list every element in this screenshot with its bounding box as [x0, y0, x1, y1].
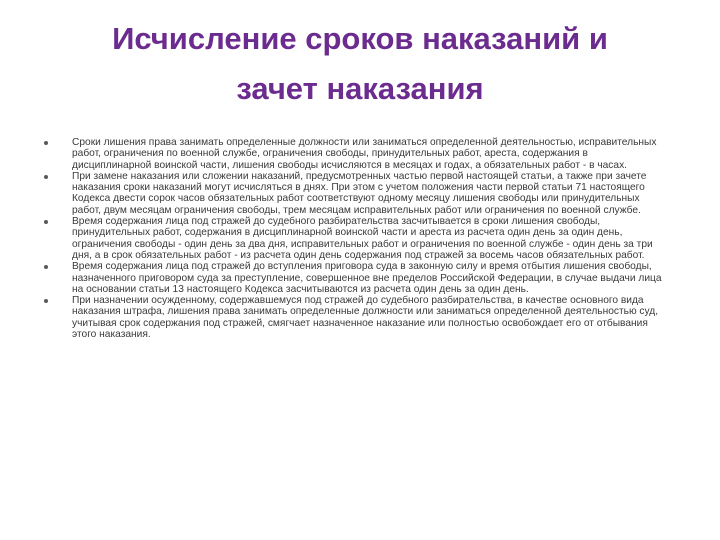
- slide-title-line-1: Исчисление сроков наказаний и: [112, 21, 608, 56]
- bullet-text-5: При назначении осужденному, содержавшемуся под стражей до судебного разбирательства, в качестве основного вида наказания штрафа, лишения права занимать определенные должности или заниматься определенной деятельностью суд, учитывая срок содержания под стражей, смягчает назначенное наказание или полностью освобождает его от отбывания этого наказания.: [72, 295, 659, 341]
- slide-title: [40, 14, 680, 114]
- bullet-item-3: [44, 216, 664, 261]
- bullet-item-4: [44, 261, 664, 295]
- bullet-dot-icon: [44, 299, 48, 303]
- bullet-list: [44, 137, 664, 340]
- bullet-dot-icon: [44, 220, 48, 224]
- bullet-text-1: Сроки лишения права занимать определенные должности или заниматься определенной деятельностью, исправительных работ, ограничения по военной службе, ограничения свободы, принудительных работ, ареста, содержания в дисциплинарной воинской части, лишения свободы исчисляются в месяцах и годах, а обязательных работ - в часах.: [72, 137, 657, 171]
- bullet-item-5: [44, 295, 664, 340]
- bullet-text-3: Время содержания лица под стражей до судебного разбирательства засчитывается в сроки лишения свободы, принудительных работ, содержания в дисциплинарной воинской части и ареста из расчета один день за один день, ограничения свободы - один день за два дня, исправительных работ и ограничения по военной службе - один день за три дня, а в срок обязательных работ - из расчета один день содержания под стражей за восемь часов обязательных работ.: [72, 216, 653, 261]
- bullet-dot-icon: [44, 141, 48, 145]
- bullet-dot-icon: [44, 265, 48, 269]
- bullet-dot-icon: [44, 175, 48, 179]
- slide-title-line-2: зачет наказания: [236, 71, 484, 106]
- bullet-item-2: [44, 171, 664, 216]
- bullet-text-4: Время содержания лица под стражей до вступления приговора суда в законную силу и время отбытия лишения свободы, назначенного приговором суда за преступление, совершенное вне пределов Российской Федерации, в случае выдачи лица на основании статьи 13 настоящего Кодекса засчитываются из расчета один день за один день.: [72, 261, 662, 295]
- bullet-item-1: [44, 137, 664, 171]
- bullet-text-2: При замене наказания или сложении наказаний, предусмотренных частью первой настоящей статьи, а также при зачете наказания сроки наказаний могут исчисляться в днях. При этом с учетом положения части первой статьи 71 настоящего Кодекса двести сорок часов обязательных работ соответствуют одному месяцу лишения свободы или принудительных работ, двум месяцам ограничения свободы, трем месяцам исправительных работ или ограничения по военной службе.: [72, 170, 647, 216]
